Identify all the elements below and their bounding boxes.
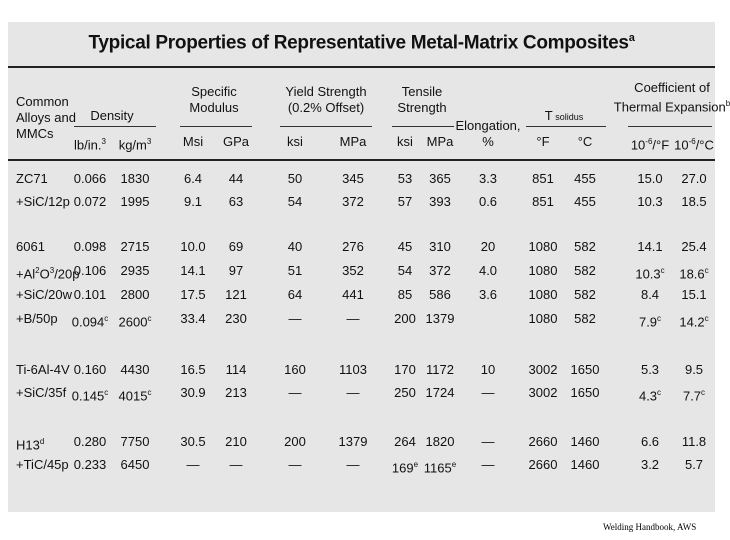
footnote-mark: c bbox=[104, 314, 109, 323]
cte-footnote-mark: b bbox=[725, 99, 730, 108]
cell-modulus-gpa: 121 bbox=[225, 287, 247, 302]
alloy-header-line: Alloys and bbox=[16, 110, 76, 125]
cell-cte-f: 10.3 bbox=[637, 194, 663, 209]
cell-density-imperial: 0.160 bbox=[73, 362, 107, 377]
cell-tensile-ksi: 54 bbox=[397, 263, 413, 278]
cell-yield-ksi: — bbox=[288, 311, 302, 326]
density-header: Density bbox=[90, 108, 134, 123]
cell-tsolidus-f: 1080 bbox=[528, 287, 558, 302]
cell-density-imperial: 0.066 bbox=[73, 171, 107, 186]
cell-modulus-gpa: 97 bbox=[228, 263, 244, 278]
tensile-unit-mpa: MPa bbox=[426, 134, 454, 149]
cell-modulus-gpa: 44 bbox=[228, 171, 244, 186]
cell-elongation: — bbox=[481, 457, 495, 472]
density-unit-imperial: lb/in.$^3$ bbox=[74, 137, 106, 153]
cell-modulus-msi: 14.1 bbox=[180, 263, 206, 278]
cell-alloy: +TiC/45p bbox=[16, 457, 69, 472]
cell-tsolidus-f: 2660 bbox=[528, 457, 558, 472]
cell-cte-c: 18.5 bbox=[681, 194, 707, 209]
yield-header-line: (0.2% Offset) bbox=[287, 100, 365, 115]
footnote-mark: c bbox=[701, 388, 706, 397]
density-unit-metric-exp: 3 bbox=[146, 137, 152, 146]
elongation-unit: % bbox=[482, 134, 494, 149]
cell-density-metric: 6450 bbox=[120, 457, 150, 472]
cell-density-imperial: 0.101 bbox=[73, 287, 107, 302]
cell-elongation: 3.6 bbox=[478, 287, 498, 302]
footnote-mark: c bbox=[657, 314, 662, 323]
cell-modulus-msi: 16.5 bbox=[180, 362, 206, 377]
cell-cte-f: 14.1 bbox=[637, 239, 663, 254]
cell-tensile-mpa: 393 bbox=[429, 194, 451, 209]
cell-density-imperial: 0.098 bbox=[73, 239, 107, 254]
cell-density-metric: 1830 bbox=[120, 171, 150, 186]
cell-modulus-gpa: 114 bbox=[225, 362, 247, 377]
cell-density-imperial: 0.072 bbox=[73, 194, 107, 209]
cell-yield-mpa: 1379 bbox=[338, 434, 368, 449]
cell-yield-mpa: 276 bbox=[342, 239, 364, 254]
cell-elongation: — bbox=[481, 434, 495, 449]
cell-yield-mpa: 352 bbox=[342, 263, 364, 278]
cell-tsolidus-f: 851 bbox=[532, 194, 554, 209]
cell-yield-ksi: 160 bbox=[284, 362, 306, 377]
cte-unit-f-exp: -6 bbox=[645, 137, 653, 146]
cell-density-metric: 2600$^c$ bbox=[118, 314, 152, 330]
cell-alloy: +SiC/35f bbox=[16, 385, 67, 400]
cte-header-line: Thermal Expansion$^b$ bbox=[613, 99, 730, 115]
cell-modulus-msi: 10.0 bbox=[180, 239, 206, 254]
source-credit: Welding Handbook, AWS bbox=[603, 522, 697, 532]
cell-yield-mpa: 1103 bbox=[339, 362, 367, 377]
cell-yield-ksi: 50 bbox=[287, 171, 303, 186]
cell-cte-f: 6.6 bbox=[640, 434, 660, 449]
cell-density-metric: 4430 bbox=[120, 362, 150, 377]
cell-elongation: 20 bbox=[480, 239, 496, 254]
cell-cte-f: 15.0 bbox=[637, 171, 663, 186]
table-scan bbox=[8, 22, 730, 512]
cell-tsolidus-c: 1460 bbox=[570, 457, 600, 472]
cell-yield-ksi: 54 bbox=[287, 194, 303, 209]
cell-tensile-ksi: 53 bbox=[397, 171, 413, 186]
cell-alloy: 6061 bbox=[16, 239, 45, 254]
tsolidus-unit-f: °F bbox=[536, 134, 550, 149]
cell-tensile-mpa: 1724 bbox=[425, 385, 455, 400]
cell-alloy: Ti-6Al-4V bbox=[16, 362, 70, 377]
cell-yield-ksi: 64 bbox=[287, 287, 303, 302]
modulus-header-line: Modulus bbox=[189, 100, 239, 115]
cell-alloy: ZC71 bbox=[16, 171, 48, 186]
cell-modulus-gpa: — bbox=[229, 457, 243, 472]
modulus-unit-gpa: GPa bbox=[222, 134, 250, 149]
cell-tsolidus-c: 1650 bbox=[570, 385, 600, 400]
cell-yield-mpa: 372 bbox=[342, 194, 364, 209]
cell-tensile-mpa: 365 bbox=[429, 171, 451, 186]
cell-density-metric: 7750 bbox=[120, 434, 150, 449]
modulus-header-line: Specific bbox=[191, 84, 237, 99]
subscript: 3 bbox=[49, 266, 55, 275]
cell-tensile-mpa: 586 bbox=[429, 287, 451, 302]
cell-cte-f: 5.3 bbox=[640, 362, 660, 377]
cell-tsolidus-f: 1080 bbox=[528, 263, 558, 278]
cell-tensile-mpa: 1165e bbox=[423, 460, 457, 476]
top-rule bbox=[8, 66, 715, 68]
cell-density-imperial: 0.094$^c$ bbox=[71, 314, 109, 330]
cell-tsolidus-f: 1080 bbox=[528, 311, 558, 326]
cell-modulus-msi: — bbox=[186, 457, 200, 472]
cell-cte-c: 7.7$^c$ bbox=[682, 388, 706, 404]
cell-density-imperial: 0.233 bbox=[73, 457, 107, 472]
cell-tsolidus-f: 1080 bbox=[528, 239, 558, 254]
cte-unit-c-exp: -6 bbox=[688, 137, 696, 146]
cell-tsolidus-f: 3002 bbox=[528, 362, 558, 377]
yield-header-line: Yield Strength bbox=[285, 84, 367, 99]
cell-tensile-ksi: 57 bbox=[397, 194, 413, 209]
title-footnote-mark: a bbox=[628, 32, 635, 44]
cell-elongation: 3.3 bbox=[478, 171, 498, 186]
footnote-mark: c bbox=[147, 388, 152, 397]
cell-tensile-mpa: 310 bbox=[429, 239, 451, 254]
cell-tsolidus-f: 3002 bbox=[528, 385, 558, 400]
tsolidus-unit-c: °C bbox=[577, 134, 593, 149]
alloy-header-line: MMCs bbox=[16, 126, 54, 141]
cell-tsolidus-c: 582 bbox=[574, 263, 596, 278]
footnote-mark: c bbox=[660, 266, 665, 275]
footnote-mark: c bbox=[657, 388, 662, 397]
cell-cte-c: 15.1 bbox=[681, 287, 707, 302]
cell-cte-f: 3.2 bbox=[640, 457, 660, 472]
cell-tsolidus-c: 582 bbox=[574, 239, 596, 254]
cell-alloy: +SiC/20w bbox=[16, 287, 72, 302]
cell-tensile-ksi: 264 bbox=[394, 434, 416, 449]
table-title-text: Typical Properties of Representative Metal-Matrix Composites bbox=[88, 32, 629, 54]
cell-modulus-msi: 17.5 bbox=[180, 287, 206, 302]
tensile-header-line: Strength bbox=[397, 100, 447, 115]
cell-modulus-msi: 9.1 bbox=[183, 194, 203, 209]
cell-tensile-mpa: 1379 bbox=[425, 311, 455, 326]
cell-density-imperial: 0.145$^c$ bbox=[71, 388, 109, 404]
cell-cte-c: 14.2$^c$ bbox=[679, 314, 709, 330]
cell-modulus-msi: 33.4 bbox=[180, 311, 206, 326]
cell-yield-mpa: 345 bbox=[342, 171, 364, 186]
cell-tsolidus-c: 582 bbox=[574, 311, 596, 326]
cell-yield-ksi: — bbox=[288, 385, 302, 400]
footnote-mark: d bbox=[39, 437, 45, 446]
cell-yield-ksi: — bbox=[288, 457, 302, 472]
cell-elongation: 10 bbox=[480, 362, 496, 377]
cell-alloy: +B/50p bbox=[16, 311, 58, 326]
cell-cte-f: 4.3$^c$ bbox=[638, 388, 662, 404]
cell-density-metric: 1995 bbox=[120, 194, 150, 209]
cell-cte-c: 25.4 bbox=[681, 239, 707, 254]
cell-modulus-msi: 30.5 bbox=[180, 434, 206, 449]
cell-yield-ksi: 200 bbox=[284, 434, 306, 449]
cell-cte-c: 27.0 bbox=[681, 171, 707, 186]
cell-modulus-gpa: 213 bbox=[225, 385, 247, 400]
footnote-mark: c bbox=[147, 314, 152, 323]
tsolidus-subscript: solidus bbox=[552, 112, 584, 122]
cell-tensile-mpa: 1172 bbox=[426, 362, 454, 377]
cte-unit-f: $10^{-6}/^\circ F$ bbox=[630, 137, 670, 153]
footnote-mark: c bbox=[704, 266, 709, 275]
cell-elongation: 4.0 bbox=[478, 263, 498, 278]
cell-tensile-mpa: 372 bbox=[429, 263, 451, 278]
footnote-mark: e bbox=[451, 460, 457, 469]
cell-tsolidus-f: 851 bbox=[532, 171, 554, 186]
cell-alloy: H13$^d$ bbox=[16, 437, 45, 453]
cell-tsolidus-c: 1650 bbox=[570, 362, 600, 377]
tensile-unit-ksi: ksi bbox=[397, 134, 413, 149]
cell-tensile-ksi: 200 bbox=[394, 311, 416, 326]
yield-unit-ksi: ksi bbox=[287, 134, 303, 149]
yield-unit-mpa: MPa bbox=[339, 134, 367, 149]
tensile-header-line: Tensile bbox=[401, 84, 443, 99]
cell-modulus-msi: 30.9 bbox=[180, 385, 206, 400]
cell-tensile-ksi: 45 bbox=[397, 239, 413, 254]
cell-elongation: 0.6 bbox=[478, 194, 498, 209]
cell-yield-mpa: — bbox=[346, 457, 360, 472]
footnote-mark: c bbox=[104, 388, 109, 397]
subscript: 2 bbox=[35, 266, 40, 275]
cell-yield-mpa: 441 bbox=[342, 287, 364, 302]
cell-cte-f: 7.9$^c$ bbox=[638, 314, 662, 330]
cell-yield-ksi: 40 bbox=[287, 239, 303, 254]
cte-unit-c: $10^{-6}/^\circ C$ bbox=[674, 137, 714, 153]
density-unit-imperial-exp: 3 bbox=[101, 137, 106, 146]
density-unit-metric: $kg/m^3$ bbox=[118, 137, 152, 153]
elongation-header: Elongation, bbox=[455, 118, 521, 133]
cell-density-metric: 2800 bbox=[120, 287, 150, 302]
cell-yield-mpa: — bbox=[346, 385, 360, 400]
footnote-mark: c bbox=[704, 314, 709, 323]
cell-alloy: +SiC/12p bbox=[16, 194, 70, 209]
cell-cte-c: 9.5 bbox=[684, 362, 704, 377]
cell-cte-c: 18.6$^c$ bbox=[679, 266, 709, 282]
alloy-header-line: Common bbox=[16, 94, 69, 109]
cell-tensile-ksi: 85 bbox=[397, 287, 413, 302]
modulus-unit-msi: Msi bbox=[182, 134, 204, 149]
tsolidus-header: T solidus bbox=[544, 108, 584, 123]
cell-cte-f: 10.3$^c$ bbox=[635, 266, 665, 282]
cell-density-metric: 2715 bbox=[120, 239, 150, 254]
cell-tensile-ksi: 250 bbox=[394, 385, 416, 400]
cell-tsolidus-c: 582 bbox=[574, 287, 596, 302]
cell-tensile-ksi: 170 bbox=[394, 362, 416, 377]
cell-tsolidus-c: 455 bbox=[574, 194, 596, 209]
cell-modulus-gpa: 210 bbox=[225, 434, 247, 449]
cell-modulus-msi: 6.4 bbox=[183, 171, 203, 186]
cell-yield-mpa: — bbox=[346, 311, 360, 326]
header-rule bbox=[8, 159, 715, 161]
cell-modulus-gpa: 230 bbox=[225, 311, 247, 326]
cell-cte-c: 11.8 bbox=[681, 434, 707, 449]
cell-elongation: — bbox=[481, 385, 495, 400]
cell-density-imperial: 0.106 bbox=[73, 263, 107, 278]
table-title bbox=[8, 32, 715, 54]
footnote-mark: e bbox=[413, 460, 419, 469]
cell-modulus-gpa: 63 bbox=[228, 194, 244, 209]
cell-yield-ksi: 51 bbox=[287, 263, 303, 278]
cell-cte-f: 8.4 bbox=[640, 287, 660, 302]
cell-tsolidus-c: 455 bbox=[574, 171, 596, 186]
cell-tensile-mpa: 1820 bbox=[425, 434, 455, 449]
cell-density-metric: 4015$^c$ bbox=[118, 388, 152, 404]
cell-density-metric: 2935 bbox=[120, 263, 150, 278]
cell-density-imperial: 0.280 bbox=[73, 434, 107, 449]
cell-tsolidus-f: 2660 bbox=[528, 434, 558, 449]
cell-tsolidus-c: 1460 bbox=[570, 434, 600, 449]
cell-cte-c: 5.7 bbox=[684, 457, 704, 472]
cell-alloy: $+Al^2O^3/20p$ bbox=[16, 266, 80, 282]
cell-tensile-ksi: 169e bbox=[391, 460, 419, 476]
cell-modulus-gpa: 69 bbox=[228, 239, 244, 254]
cte-header-line: Coefficient of bbox=[634, 80, 710, 95]
